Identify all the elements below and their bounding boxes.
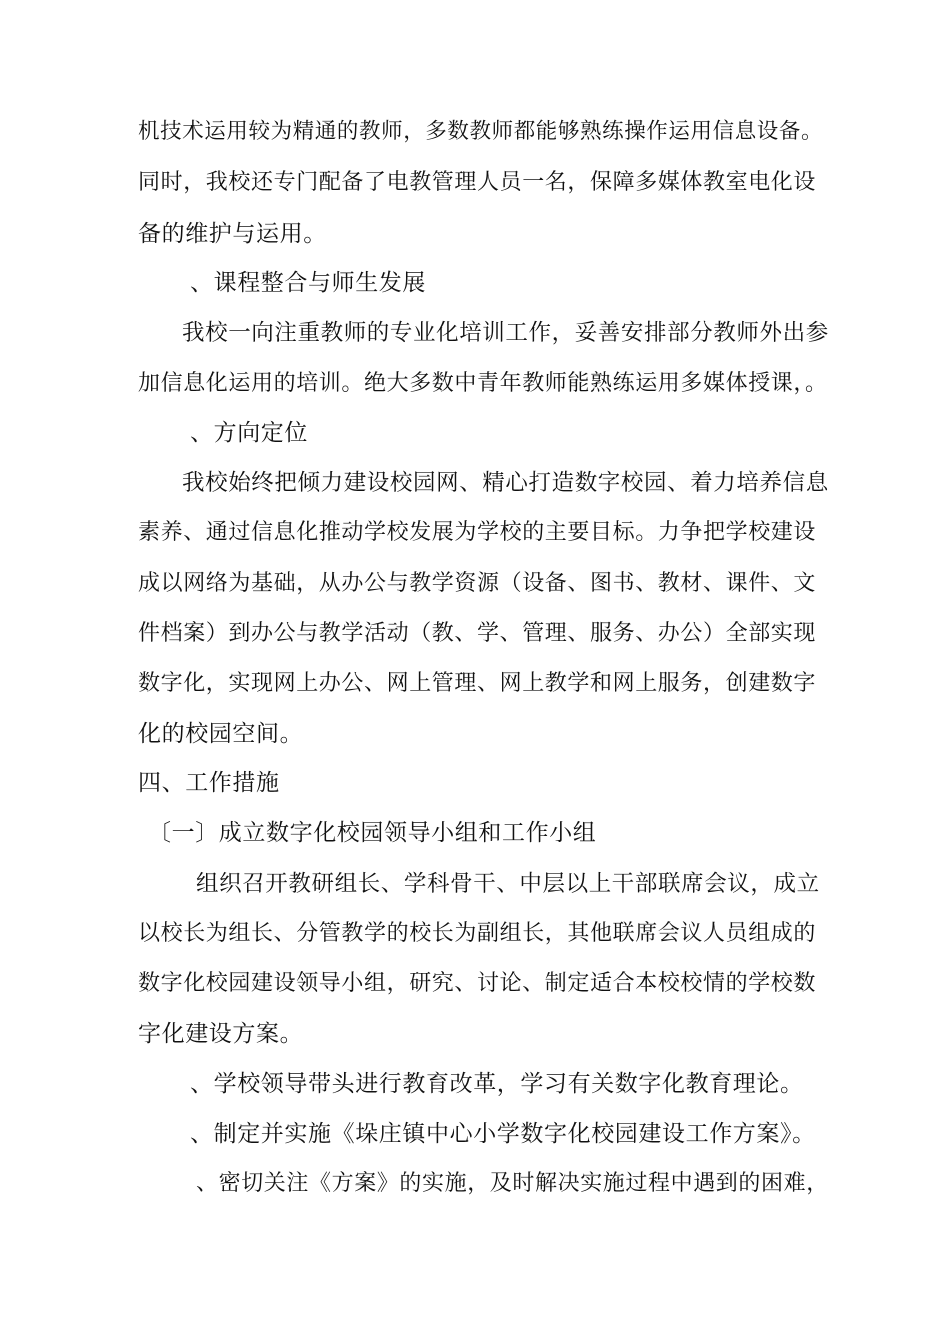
section-heading: 、课程整合与师生发展 <box>190 270 426 296</box>
text-line: 我校一向注重教师的专业化培训工作，妥善安排部分教师外出参 <box>182 320 829 346</box>
text-line: 件档案）到办公与教学活动（教、学、管理、服务、办公）全部实现 <box>138 621 817 646</box>
text-line: 素养、通过信息化推动学校发展为学校的主要目标。力争把学校建设 <box>138 520 817 545</box>
section-heading: 、方向定位 <box>190 420 308 446</box>
text-line: 机技术运用较为精通的教师，多数教师都能够熟练操作运用信息设备。 <box>138 119 824 144</box>
list-item: 、制定并实施《垛庄镇中心小学数字化校园建设工作方案》。 <box>190 1121 816 1147</box>
text-line: 数字化校园建设领导小组，研究、讨论、制定适合本校校情的学校数 <box>138 971 817 996</box>
text-line: 加信息化运用的培训。绝大多数中青年教师能熟练运用多媒体授课，。 <box>138 371 828 396</box>
text-line: 组织召开教研组长、学科骨干、中层以上干部联席会议，成立 <box>196 871 820 897</box>
list-item: 、密切关注《方案》的实施，及时解决实施过程中遇到的困难， <box>196 1171 829 1196</box>
text-line: 以校长为组长、分管教学的校长为副组长，其他联席会议人员组成的 <box>138 921 817 946</box>
text-line: 同时，我校还专门配备了电教管理人员一名，保障多媒体教室电化设 <box>138 170 817 195</box>
text-line: 我校始终把倾力建设校园网、精心打造数字校园、着力培养信息 <box>182 470 829 496</box>
text-line: 备的维护与运用。 <box>138 221 327 247</box>
subsection-heading: 〔一〕成立数字化校园领导小组和工作小组 <box>148 820 597 846</box>
text-line: 字化建设方案。 <box>138 1021 304 1047</box>
text-line: 数字化，实现网上办公、网上管理、网上教学和网上服务，创建数字 <box>138 671 817 696</box>
text-line: 化的校园空间。 <box>138 721 304 747</box>
text-line: 成以网络为基础，从办公与教学资源（设备、图书、教材、课件、文 <box>138 571 817 596</box>
section-heading: 四、工作措施 <box>138 770 280 796</box>
list-item: 、学校领导带头进行教育改革，学习有关数字化教育理论。 <box>190 1071 804 1097</box>
